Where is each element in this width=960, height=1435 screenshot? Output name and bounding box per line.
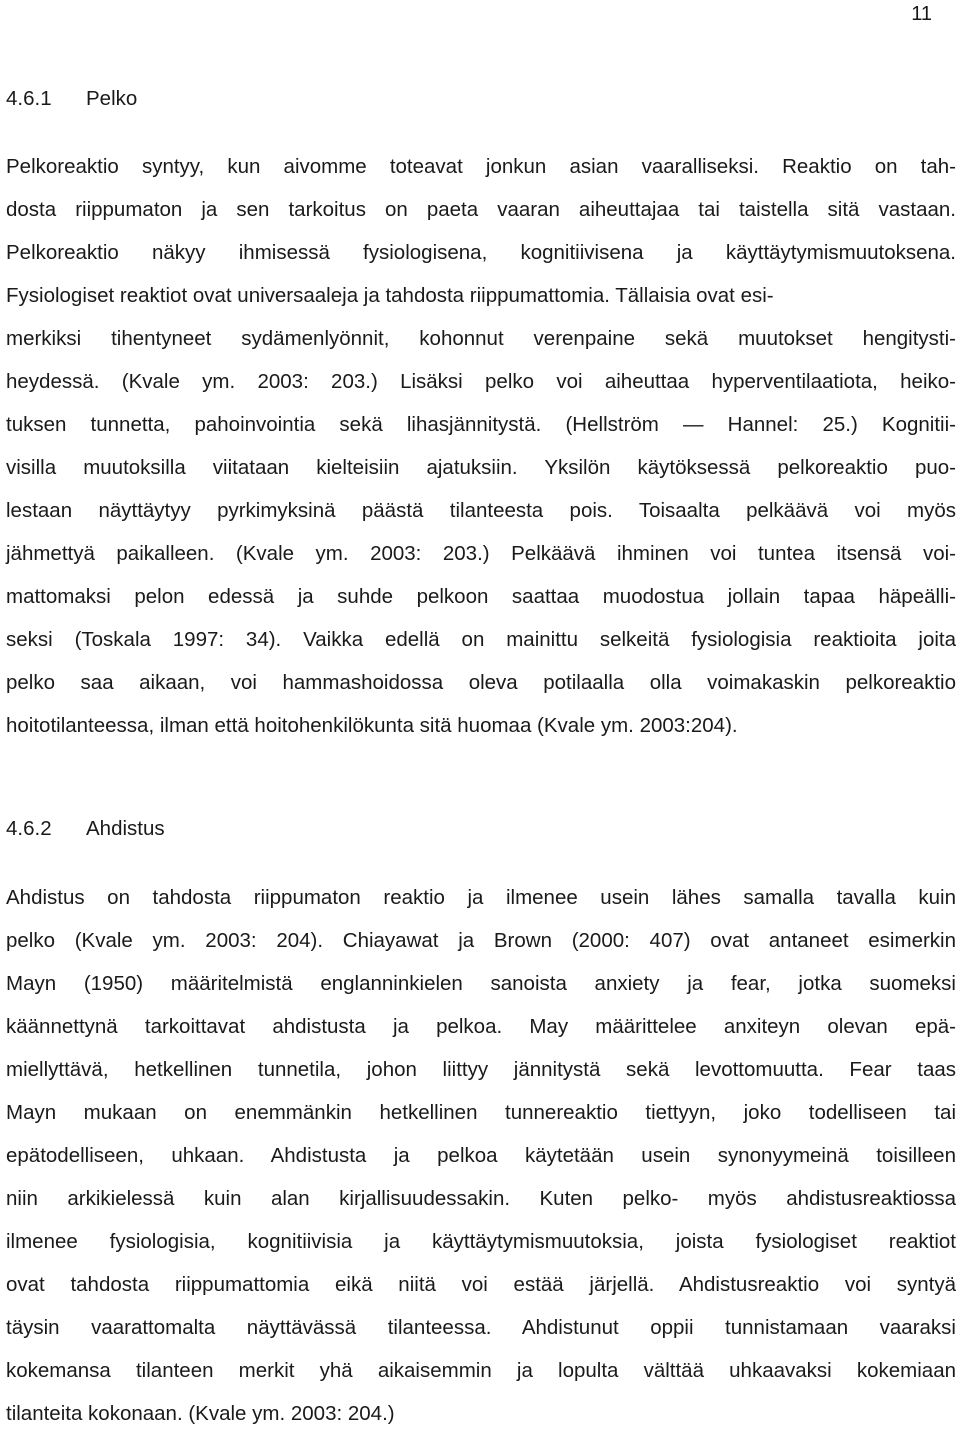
section-heading-ahdistus [6,816,165,842]
section-number: 4.6.2 [6,817,52,840]
text-line: Pelkoreaktio näkyy ihmisessä fysiologisena, kognitiivisena ja käyttäytymismuutoksena. [6,241,956,264]
text-line: täysin vaarattomalta näyttävässä tilanteessa. Ahdistunut oppii tunnistamaan vaaraksi [6,1316,956,1339]
text-line: hoitotilanteessa, ilman että hoitohenkilökunta sitä huomaa (Kvale ym. 2003:204). [6,714,738,737]
text-line: tuksen tunnetta, pahoinvointia sekä lihasjännitystä. (Hellström — Hannel: 25.) Kognitii- [6,413,956,436]
text-line: mattomaksi pelon edessä ja suhde pelkoon saattaa muodostua jollain tapaa häpeälli- [6,585,956,608]
text-line: epätodelliseen, uhkaan. Ahdistusta ja pelkoa käytetään usein synonyymeinä toisilleen [6,1144,956,1167]
text-line: heydessä. (Kvale ym. 2003: 203.) Lisäksi pelko voi aiheuttaa hyperventilaatiota, heiko- [6,370,956,393]
text-line: kokemansa tilanteen merkit yhä aikaisemmin ja lopulta välttää uhkaavaksi kokemiaan [6,1359,956,1382]
section-title: Pelko [86,87,138,110]
section-title: Ahdistus [86,817,165,840]
text-line: Ahdistus on tahdosta riippumaton reaktio ja ilmenee usein lähes samalla tavalla kuin [6,886,956,909]
section-number: 4.6.1 [6,87,52,110]
text-line: miellyttävä, hetkellinen tunnetila, johon liittyy jännitystä sekä levottomuutta. Fear taas [6,1058,956,1081]
text-line: pelko saa aikaan, voi hammashoidossa oleva potilaalla olla voimakaskin pelkoreaktio [6,671,956,694]
text-line: seksi (Toskala 1997: 34). Vaikka edellä on mainittu selkeitä fysiologisia reaktioita joita [6,628,956,651]
text-line: pelko (Kvale ym. 2003: 204). Chiayawat ja Brown (2000: 407) ovat antaneet esimerkin [6,929,956,952]
text-line: dosta riippumaton ja sen tarkoitus on paeta vaaran aiheuttajaa tai taistella sitä vastaan. [6,198,956,221]
text-line: jähmettyä paikalleen. (Kvale ym. 2003: 203.) Pelkäävä ihminen voi tuntea itsensä voi- [6,542,956,565]
text-line: lestaan näyttäytyy pyrkimyksinä päästä tilanteesta pois. Toisaalta pelkäävä voi myös [6,499,956,522]
paragraph-ahdistus [6,876,956,1435]
section-heading-pelko [6,86,137,112]
text-line: Pelkoreaktio syntyy, kun aivomme toteavat jonkun asian vaaralliseksi. Reaktio on tah- [6,155,956,178]
text-line: ovat tahdosta riippumattomia eikä niitä voi estää järjellä. Ahdistusreaktio voi syntyä [6,1273,956,1296]
text-line: tilanteita kokonaan. (Kvale ym. 2003: 204.) [6,1402,395,1425]
text-line: merkiksi tihentyneet sydämenlyönnit, kohonnut verenpaine sekä muutokset hengitysti- [6,327,956,350]
text-line: Mayn mukaan on enemmänkin hetkellinen tunnereaktio tiettyyn, joko todelliseen tai [6,1101,956,1124]
page-number: 11 [911,3,932,25]
text-line: käännettynä tarkoittavat ahdistusta ja pelkoa. May määrittelee anxiteyn olevan epä- [6,1015,956,1038]
text-line: visilla muutoksilla viitataan kielteisiin ajatuksiin. Yksilön käytöksessä pelkoreaktio puo- [6,456,956,479]
text-line: niin arkikielessä kuin alan kirjallisuudessakin. Kuten pelko- myös ahdistusreaktiossa [6,1187,956,1210]
paragraph-pelko [6,145,956,747]
text-line: ilmenee fysiologisia, kognitiivisia ja käyttäytymismuutoksia, joista fysiologiset reaktiot [6,1230,956,1253]
text-line: Fysiologiset reaktiot ovat universaaleja ja tahdosta riippumattomia. Tällaisia ovat esi- [6,284,774,307]
text-line: Mayn (1950) määritelmistä englanninkielen sanoista anxiety ja fear, jotka suomeksi [6,972,956,995]
